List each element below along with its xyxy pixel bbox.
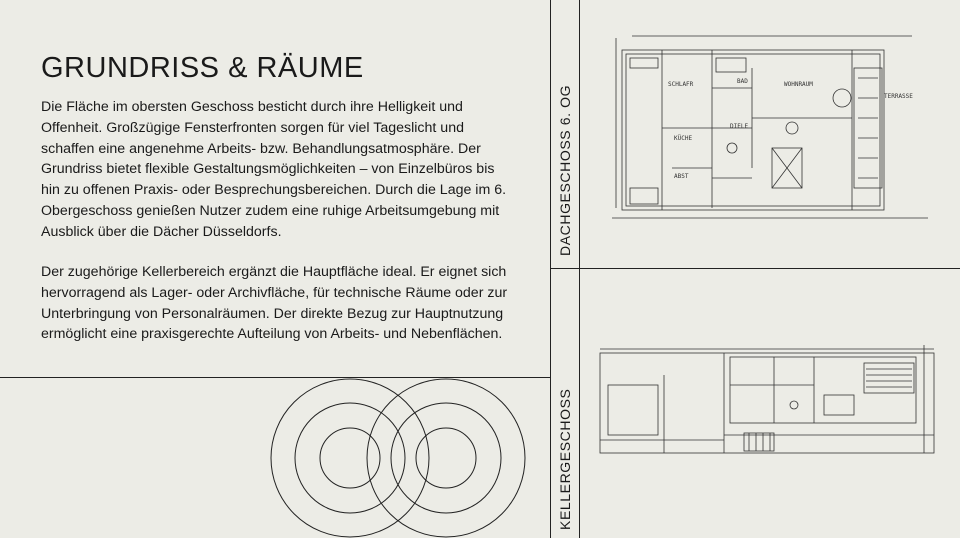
floor-plan-upper xyxy=(612,28,928,232)
room-label: KÜCHE xyxy=(674,135,693,142)
page-title: GRUNDRISS & RÄUME xyxy=(41,52,364,84)
room-label: DIELE xyxy=(730,123,749,130)
room-label: ABST xyxy=(674,173,689,180)
room-label: BAD xyxy=(737,78,748,85)
vertical-divider-right xyxy=(579,0,580,538)
room-label: WOHNRAUM xyxy=(784,81,813,88)
floor-plan-basement xyxy=(594,345,944,475)
label-basement: KELLERGESCHOSS xyxy=(557,388,573,530)
description-paragraph-1: Die Fläche im obersten Geschoss besticht durch ihre Helligkeit und Offenheit. Großzügige Fensterfronten sorgen für viel Tageslicht und schaffen eine angenehme Arbeits- bzw. Behandlungsatmosphäre. Der Grundriss bietet flexible Gestaltungsmöglichkeiten – von Einzelbüros bis hin zu offenen Praxis- oder Besprechungsbereichen. Durch die Lage im 6. Obergeschoss genießen Nutzer zudem eine ruhige Arbeitsumgebung mit Ausblick über die Dächer Düsseldorfs. xyxy=(41,99,507,240)
horizontal-divider-right xyxy=(550,268,960,269)
vertical-divider-left xyxy=(550,0,551,538)
label-upper-floor: DACHGESCHOSS 6. OG xyxy=(557,84,573,256)
decorative-circles xyxy=(268,378,528,538)
description-paragraph-2: Der zugehörige Kellerbereich ergänzt die Hauptfläche ideal. Er eignet sich hervorragend als Lager- oder Archivfläche, für technische Räume oder zur Unterbringung von Personalräumen. Der direkte Bezug zur Hauptnutzung ermöglicht eine praxisgerechte Aufteilung von Arbeits- und Nebenflächen. xyxy=(41,264,508,343)
room-label: SCHLAFR xyxy=(668,81,694,88)
room-label: TERRASSE xyxy=(884,93,913,100)
